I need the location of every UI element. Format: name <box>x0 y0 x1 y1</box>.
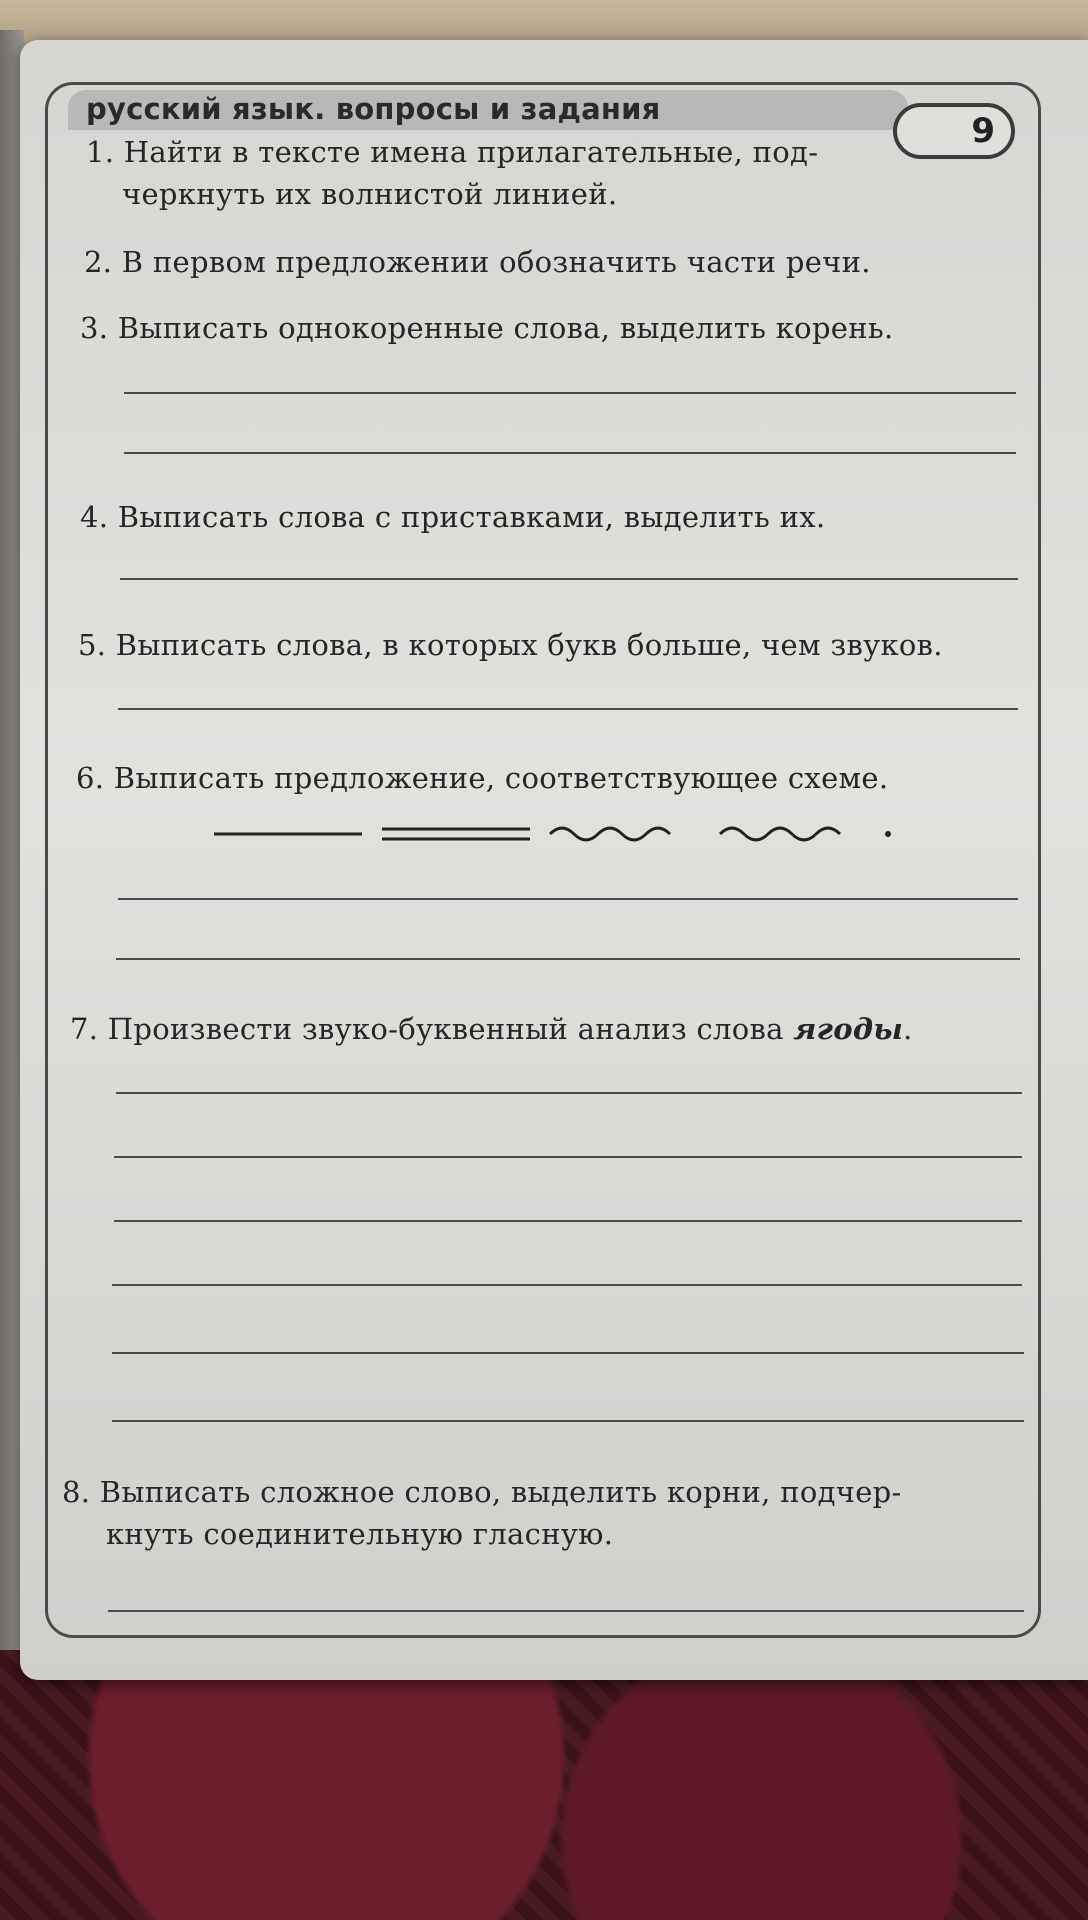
answer-line[interactable] <box>124 392 1016 394</box>
answer-line[interactable] <box>118 898 1018 900</box>
answer-line[interactable] <box>112 1420 1024 1422</box>
scheme-wavy-line-1 <box>550 828 670 840</box>
task-4: 4. Выписать слова с приставками, выделить их. <box>80 500 826 534</box>
answer-line[interactable] <box>120 578 1018 580</box>
task-8-line-1: 8. Выписать сложное слово, выделить корни, подчер- <box>62 1475 902 1509</box>
answer-line[interactable] <box>112 1352 1024 1354</box>
scheme-period <box>885 831 891 837</box>
task-7 <box>70 1008 913 1050</box>
answer-line[interactable] <box>108 1610 1024 1612</box>
answer-line[interactable] <box>116 958 1020 960</box>
task-1-line-1: 1. Найти в тексте имена прилагательные, под- <box>86 135 819 169</box>
fabric-background <box>0 1650 1088 1920</box>
task-3: 3. Выписать однокоренные слова, выделить корень. <box>80 311 894 345</box>
answer-line[interactable] <box>114 1220 1022 1222</box>
task-7-word: ягоды <box>793 1012 904 1046</box>
sentence-scheme <box>210 812 910 852</box>
task-7-text: 7. Произвести звуко-буквенный анализ слова <box>70 1012 794 1046</box>
answer-line[interactable] <box>112 1284 1022 1286</box>
answer-line[interactable] <box>114 1156 1022 1158</box>
scheme-predicate-double-line <box>382 829 530 839</box>
section-title: русский язык. вопросы и задания <box>86 92 661 126</box>
task-6: 6. Выписать предложение, соответствующее схеме. <box>76 761 889 795</box>
task-8-line-2: кнуть соединительную гласную. <box>106 1517 614 1551</box>
answer-line[interactable] <box>116 1092 1022 1094</box>
scheme-wavy-line-2 <box>720 828 840 840</box>
task-2: 2. В первом предложении обозначить части речи. <box>84 245 871 279</box>
task-7-period: . <box>903 1012 913 1046</box>
page-number-badge: 9 <box>893 103 1015 159</box>
task-5: 5. Выписать слова, в которых букв больше, чем звуков. <box>78 628 943 662</box>
answer-line[interactable] <box>124 452 1016 454</box>
task-1-line-2: черкнуть их волнистой линией. <box>122 177 618 211</box>
answer-line[interactable] <box>118 708 1018 710</box>
